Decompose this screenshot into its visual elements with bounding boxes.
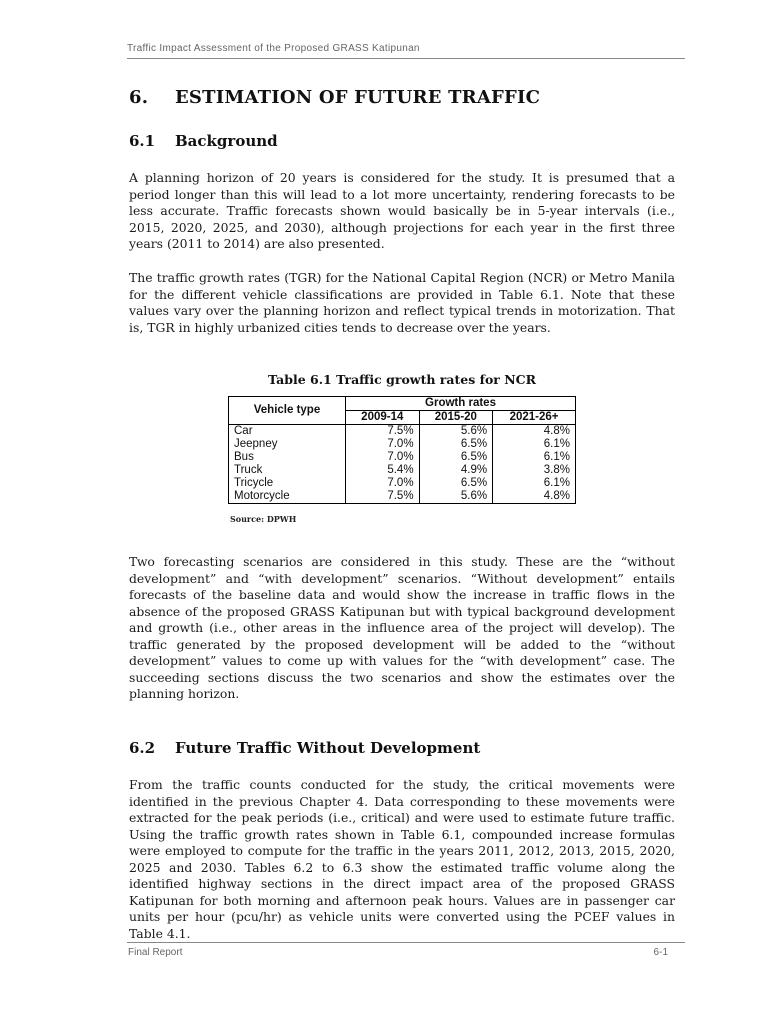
- table-row: [229, 425, 576, 439]
- vehicle-cell: Truck: [229, 464, 346, 477]
- table-caption: Table 6.1 Traffic growth rates for NCR: [268, 372, 536, 387]
- header-rule: [127, 58, 685, 59]
- rate-cell: 6.1%: [493, 451, 576, 464]
- rate-cell: 4.8%: [493, 425, 576, 439]
- rate-cell: 5.6%: [419, 490, 493, 504]
- growth-rates-table: [228, 396, 576, 504]
- rate-cell: 6.5%: [419, 477, 493, 490]
- rate-cell: 3.8%: [493, 464, 576, 477]
- paragraph-traffic-counts: From the traffic counts conducted for the study, the critical movements were identified in the previous Chapter 4. Data corresponding to these movements were extracted for the peak periods (i.e., critical) and were used to estimate future traffic. Using the traffic growth rates shown in Table 6.1, compounded increase formulas were employed to compute for the traffic in the years 2011, 2012, 2013, 2015, 2020, 2025 and 2030. Tables 6.2 to 6.3 show the estimated traffic volume along the identified highway sections in the direct impact area of the proposed GRASS Katipunan for both morning and afternoon peak hours. Values are in passenger car units per hour (pcu/hr) as vehicle units were converted using the PCEF values in Table 4.1.: [129, 777, 675, 941]
- rate-cell: 4.9%: [419, 464, 493, 477]
- rate-cell: 5.6%: [419, 425, 493, 439]
- paragraph-growth-rates: The traffic growth rates (TGR) for the National Capital Region (NCR) or Metro Manila for the different vehicle classifications are provided in Table 6.1. Note that these values vary over the planning horizon and reflect typical trends in motorization. That is, TGR in highly urbanized cities tends to decrease over the years.: [129, 270, 675, 335]
- rate-cell: 6.1%: [493, 477, 576, 490]
- table-row: [229, 451, 576, 464]
- page-number: 6-1: [653, 947, 668, 958]
- footer-label: Final Report: [128, 947, 183, 958]
- section-number: 6.2: [129, 739, 156, 757]
- table-row: [229, 490, 576, 504]
- rate-cell: 7.0%: [346, 477, 420, 490]
- section-title: Future Traffic Without Development: [175, 739, 481, 757]
- footer-rule: [127, 942, 685, 943]
- vehicle-cell: Car: [229, 425, 346, 439]
- vehicle-cell: Tricycle: [229, 477, 346, 490]
- rate-cell: 6.5%: [419, 438, 493, 451]
- rate-cell: 7.0%: [346, 451, 420, 464]
- column-header-period: 2021-26+: [493, 411, 576, 425]
- section-heading-background: [129, 132, 278, 150]
- rate-cell: 6.5%: [419, 451, 493, 464]
- vehicle-cell: Jeepney: [229, 438, 346, 451]
- column-header-period: 2015-20: [419, 411, 493, 425]
- table-row: [229, 477, 576, 490]
- rate-cell: 5.4%: [346, 464, 420, 477]
- paragraph-planning-horizon: A planning horizon of 20 years is considered for the study. It is presumed that a period longer than this will lead to a lot more uncertainty, rendering forecasts to be less accurate. Traffic forecasts shown would basically be in 5-year intervals (i.e., 2015, 2020, 2025, and 2030), although projections for each year in the first three years (2011 to 2014) are also presented.: [129, 170, 675, 251]
- column-header-period: 2009-14: [346, 411, 420, 425]
- rate-cell: 4.8%: [493, 490, 576, 504]
- chapter-number: 6.: [129, 87, 149, 108]
- paragraph-forecasting-scenarios: Two forecasting scenarios are considered in this study. These are the “without development” and “with development” scenarios. “Without development” entails forecasts of the baseline data and would show the increase in traffic flows in the absence of the proposed GRASS Katipunan but with typical background development and growth (i.e., other areas in the influence area of the project will develop). The traffic generated by the proposed development will be added to the “without development” values to come up with values for the “with development” case. The succeeding sections discuss the two scenarios and show the estimates over the planning horizon.: [129, 554, 675, 701]
- section-heading-future-traffic: [129, 739, 480, 757]
- rate-cell: 7.0%: [346, 438, 420, 451]
- rate-cell: 6.1%: [493, 438, 576, 451]
- running-header: Traffic Impact Assessment of the Proposed GRASS Katipunan: [127, 43, 420, 54]
- section-title: Background: [175, 132, 278, 150]
- table-row: [229, 438, 576, 451]
- vehicle-cell: Bus: [229, 451, 346, 464]
- column-header-vehicle-type: Vehicle type: [229, 397, 346, 425]
- table-row: [229, 464, 576, 477]
- rate-cell: 7.5%: [346, 425, 420, 439]
- column-group-growth-rates: Growth rates: [346, 397, 576, 411]
- table-source-note: Source: DPWH: [230, 514, 297, 524]
- section-number: 6.1: [129, 132, 156, 150]
- chapter-title: ESTIMATION OF FUTURE TRAFFIC: [175, 87, 541, 108]
- chapter-heading: [129, 87, 540, 108]
- rate-cell: 7.5%: [346, 490, 420, 504]
- vehicle-cell: Motorcycle: [229, 490, 346, 504]
